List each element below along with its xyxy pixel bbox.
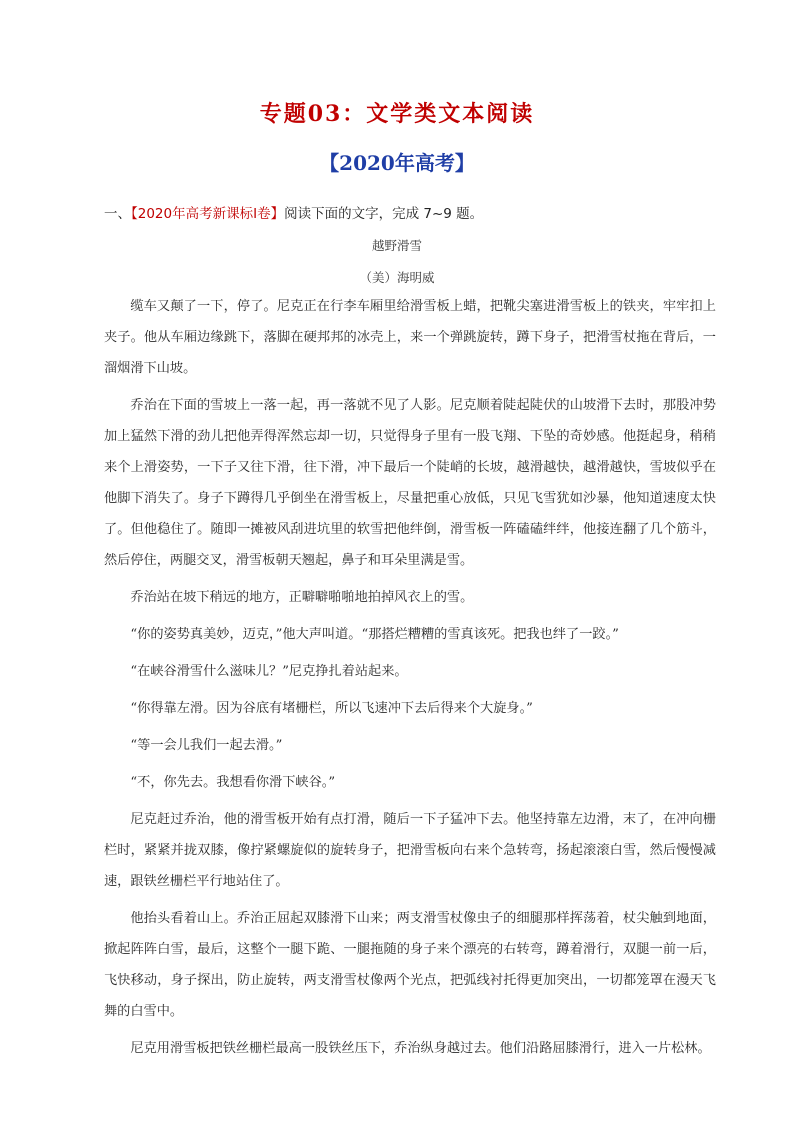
question-prefix: 一、: [104, 206, 131, 222]
paragraph: 乔治在下面的雪坡上一落一起，再一落就不见了人影。尼克顺着陡起陡伏的山坡滑下去时，那股冲势加上猛然下滑的劲儿把他弄得浑然忘却一切，只觉得身子里有一股飞翔、下坠的奇妙感。他挺起身，稍稍来个上滑姿势，一下子又往下滑，往下滑，冲下最后一个陡峭的长坡，越滑越快，越滑越快，雪坡似乎在他脚下消失了。身子下蹲得几乎倒坐在滑雪板上，尽量把重心放低，只见飞雪犹如沙暴，他知道速度太快了。但他稳住了。随即一摊被风刮进坑里的软雪把他绊倒，滑雪板一阵磕磕绊绊，他接连翻了几个筋斗，然后停住，两腿交叉，滑雪板朝天翘起，鼻子和耳朵里满是雪。: [104, 398, 716, 568]
story-body: [104, 291, 716, 1064]
paragraph: “你的姿势真美妙，迈克，”他大声叫道。“那搭烂糟糟的雪真该死。把我也绊了一跤。”: [130, 627, 619, 642]
paragraph: “不，你先去。我想看你滑下峡谷。”: [130, 775, 336, 790]
paragraph: 尼克用滑雪板把铁丝栅栏最高一股铁丝压下，乔治纵身越过去。他们沿路屈膝滑行，进入一片松林。: [130, 1041, 711, 1056]
paragraph: “你得靠左滑。因为谷底有堵栅栏，所以飞速冲下去后得来个大旋身。”: [130, 701, 533, 716]
paragraph: 他抬头看着山上。乔治正屈起双膝滑下山来；两支滑雪杖像虫子的细腿那样挥荡着，杖尖触到地面，掀起阵阵白雪，最后，这整个一腿下跪、一腿拖随的身子来个漂亮的右转弯，蹲着滑行，双腿一前一后，飞快移动，身子探出，防止旋转，两支滑雪杖像两个光点，把弧线衬托得更加突出，一切都笼罩在漫天飞舞的白雪中。: [104, 911, 716, 1019]
question-instruction: 阅读下面的文字，完成 7~9 题。: [284, 206, 484, 222]
question-line: [104, 202, 483, 222]
story-title: 越野滑雪: [371, 238, 422, 253]
section-subtitle: 【2020年高考】: [319, 151, 475, 175]
story-author: （美）海明威: [359, 270, 435, 285]
paragraph: “等一会儿我们一起去滑。”: [130, 738, 283, 753]
page-title: 专题03：文学类文本阅读: [259, 101, 535, 127]
question-source-tag: 【2020年高考新课标Ⅰ卷】: [131, 206, 285, 222]
paragraph: 乔治站在坡下稍远的地方，正噼噼啪啪地拍掉风衣上的雪。: [130, 590, 474, 605]
paragraph: “在峡谷滑雪什么滋味儿？”尼克挣扎着站起来。: [130, 664, 408, 679]
paragraph: 缆车又颠了一下，停了。尼克正在行李车厢里给滑雪板上蜡，把靴尖塞进滑雪板上的铁夹，牢牢扣上夹子。他从车厢边缘跳下，落脚在硬邦邦的冰壳上，来一个弹跳旋转，蹲下身子，把滑雪杖拖在背后，一溜烟滑下山坡。: [104, 299, 716, 376]
paragraph: 尼克赶过乔治，他的滑雪板开始有点打滑，随后一下子猛冲下去。他坚持靠左边滑，末了，在冲向栅栏时，紧紧并拢双膝，像拧紧螺旋似的旋转身子，把滑雪板向右来个急转弯，扬起滚滚白雪，然后慢慢减速，跟铁丝栅栏平行地站住了。: [104, 812, 716, 889]
